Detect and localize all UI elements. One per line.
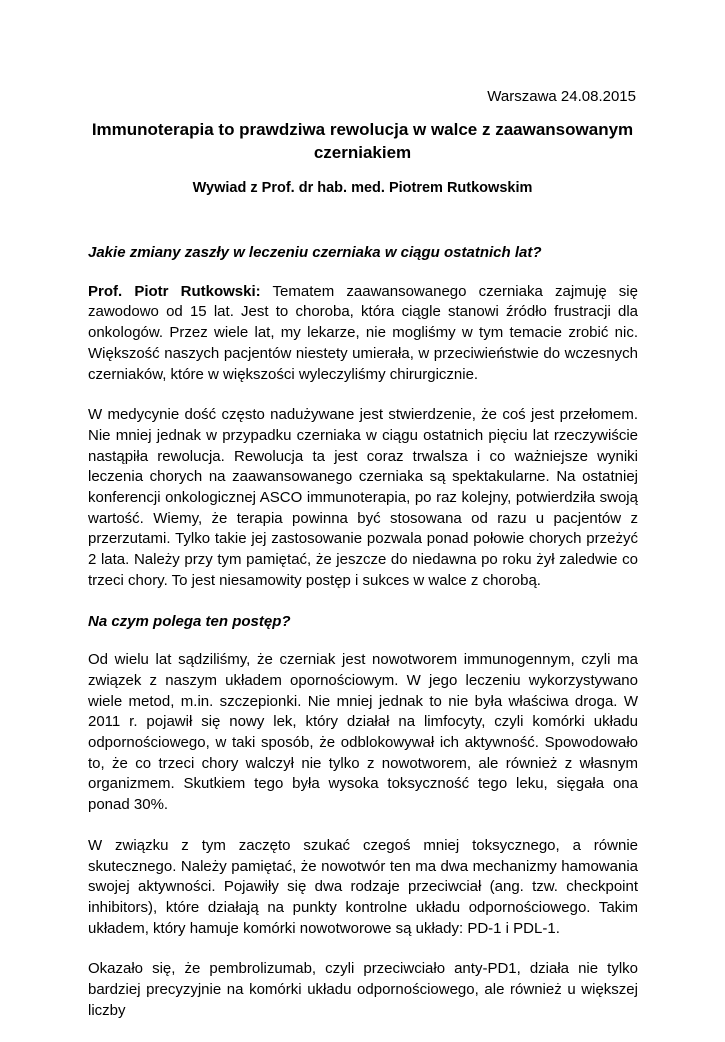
speaker-label: Prof. Piotr Rutkowski: bbox=[88, 282, 261, 300]
answer-1-paragraph-1-text: Tematem zaawansowanego czerniaka zajmuję się zawodowo od 15 lat. Jest to choroba, która ciągle stanowi źródło frustracji dla onkologów. Przez wiele lat, my lekarze, nie mogliśmy w tym temacie zrobić nic. Większość naszych pacjentów niestety umierała, w przeciwieństwie do wczesnych czerniaków, które w większości wyleczyliśmy chirurgicznie. bbox=[88, 282, 638, 383]
article-title: Immunoterapia to prawdziwa rewolucja w walce z zaawansowanym czerniakiem bbox=[91, 120, 634, 162]
place-date: Warszawa 24.08.2015 bbox=[487, 88, 636, 105]
answer-1-paragraph-2: W medycynie dość często nadużywane jest stwierdzenie, że coś jest przełomem. Nie mniej jednak w przypadku czerniaka w ciągu ostatnich pięciu lat rzeczywiście nastąpiła rewolucja. Rewolucja ta jest coraz trwalsza i co ważniejsze wyniki leczenia chorych na zaawansowanego czerniaka są spektakularne. Na ostatniej konferencji onkologicznej ASCO immunoterapia, po raz kolejny, potwierdziła swoją wartość. Wiemy, że terapia powinna być stosowana od razu u pacjentów z przerzutami. Tylko takie jej zastosowanie pozwala ponad połowie chorych przeżyć 2 lata. Należy przy tym pamiętać, że jeszcze do niedawna po roku żył zaledwie co trzeci chory. To jest niesamowity postęp i sukces w walce z chorobą. bbox=[88, 406, 638, 589]
question-2: Na czym polega ten postęp? bbox=[88, 612, 291, 630]
answer-2-paragraph-3: Okazało się, że pembrolizumab, czyli przeciwciało anty-PD1, działa nie tylko bardziej precyzyjnie na komórki układu odpornościowego, ale również u większej liczby bbox=[88, 960, 638, 1019]
answer-2-paragraph-2: W związku z tym zaczęto szukać czegoś mniej toksycznego, a równie skutecznego. Należy pamiętać, że nowotwór ten ma dwa mechanizmy hamowania swojej aktywności. Pojawiły się dwa rodzaje przeciwciał (ang. tzw. checkpoint inhibitors), które działają na punkty kontrolne układu odpornościowego. Takim układem, który hamuje komórki nowotworowe są układy: PD-1 i PDL-1. bbox=[88, 836, 638, 937]
article-body bbox=[88, 243, 638, 1042]
answer-1-paragraph-1 bbox=[88, 282, 638, 386]
question-1: Jakie zmiany zaszły w leczeniu czerniaka w ciągu ostatnich lat? bbox=[88, 244, 542, 261]
answer-2-paragraph-1: Od wielu lat sądziliśmy, że czerniak jest nowotworem immunogennym, czyli ma związek z naszym układem opornościowym. W jego leczeniu wykorzystywano wiele metod, m.in. szczepionki. Nie mniej jednak to nie była właściwa droga. W 2011 r. pojawił się nowy lek, który działał na limfocyty, czyli komórki układu odpornościowego, w taki sposób, że odblokowywał ich aktywność. Spowodowało to, że co trzeci chory walczył nie tylko z nowotworem, ale również z własnym organizmem. Skutkiem tego była wysoka toksyczność tego leku, sięgała ona ponad 30%. bbox=[88, 651, 638, 814]
article-subtitle: Wywiad z Prof. dr hab. med. Piotrem Rutkowskim bbox=[192, 180, 533, 196]
